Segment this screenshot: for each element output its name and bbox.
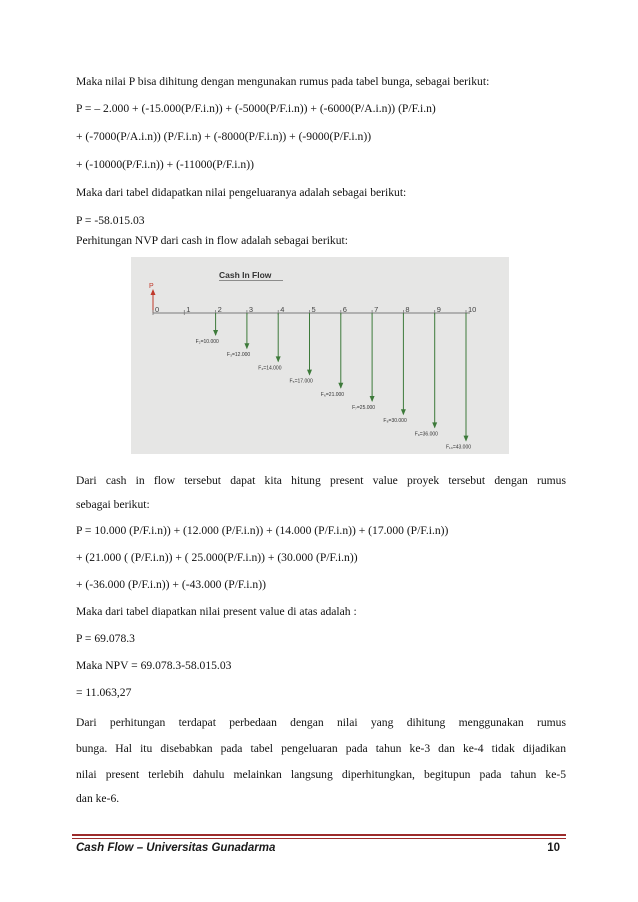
result-value: P = -58.015.03 — [76, 214, 145, 227]
flow-arrow-head — [338, 383, 343, 389]
formula-line-1: P = – 2.000 + (-15.000(P/F.i.n)) + (-5000(P/F.i.n)) + (-6000(P/A.i.n)) (P/F.i.n) — [76, 102, 436, 115]
tick-label: 1 — [186, 305, 191, 314]
pv-formula-line-3: + (-36.000 (P/F.i.n)) + (-43.000 (P/F.i.n)) — [76, 578, 266, 591]
footer-divider-thin — [72, 838, 566, 839]
conclusion-line-2: bunga. Hal itu disebabkan pada tabel pengeluaran pada tahun ke-3 dan ke-4 tidak dijadikan — [76, 742, 566, 755]
page-number: 10 — [547, 842, 560, 854]
flow-arrow-head — [307, 370, 312, 376]
conclusion-line-3: nilai present terlebih dahulu melainkan langsung diperhitungkan, begitupun pada tahun ke-5 — [76, 768, 566, 781]
conclusion-line-4: dan ke-6. — [76, 792, 120, 805]
flow-label: F₃=12.000 — [226, 352, 251, 359]
flow-label: F₉=36.000 — [414, 431, 438, 438]
tick-label: 5 — [311, 305, 316, 314]
tick-label: 8 — [405, 305, 410, 314]
diagram-title: Cash In Flow — [219, 270, 272, 280]
flow-arrow-head — [276, 356, 281, 362]
paragraph-line-2: sebagai berikut: — [76, 498, 150, 511]
text-line-intro: Maka nilai P bisa dihitung dengan mengunakan rumus pada tabel bunga, sebagai berikut: — [76, 75, 490, 88]
formula-line-3: + (-10000(P/F.i.n)) + (-11000(P/F.i.n)) — [76, 158, 254, 171]
pv-value: P = 69.078.3 — [76, 632, 135, 645]
pv-formula-line-1: P = 10.000 (P/F.i.n)) + (12.000 (P/F.i.n)) + (14.000 (P/F.i.n)) + (17.000 (P/F.i.n)) — [76, 524, 449, 537]
tick-label: 6 — [342, 305, 347, 314]
tick-label: 10 — [468, 305, 477, 314]
tick-label: 7 — [374, 305, 379, 314]
flow-label: F₆=21.000 — [320, 391, 345, 398]
npv-line: Maka NPV = 69.078.3-58.015.03 — [76, 659, 232, 672]
flow-arrow-head — [401, 409, 406, 415]
flow-arrow-head — [244, 343, 249, 349]
p-label: P — [149, 283, 154, 290]
paragraph-line-1: Dari cash in flow tersebut dapat kita hitung present value proyek tersebut dengan rumus — [76, 474, 566, 487]
formula-line-2: + (-7000(P/A.i.n)) (P/F.i.n) + (-8000(P/F.i.n)) + (-9000(P/F.i.n)) — [76, 130, 372, 143]
flow-label: F₈=30.000 — [383, 418, 407, 425]
tick-label: 4 — [280, 305, 285, 314]
flow-label: F₂=10.000 — [195, 339, 219, 345]
npv-value: = 11.063,27 — [76, 686, 132, 699]
text-line-pv-intro: Maka dari tabel diapatkan nilai present value di atas adalah : — [76, 605, 357, 618]
footer-title: Cash Flow – Universitas Gunadarma — [76, 842, 276, 854]
flow-label: F₇=25.000 — [352, 405, 376, 411]
text-line-npv-intro: Perhitungan NVP dari cash in flow adalah sebagai berikut: — [76, 234, 348, 247]
tick-label: 0 — [155, 305, 160, 314]
flow-arrow-head — [432, 422, 437, 428]
tick-label: 9 — [436, 305, 441, 314]
footer-divider — [72, 834, 566, 836]
flow-label: F₁₀=43.000 — [446, 444, 472, 451]
tick-label: 3 — [248, 305, 254, 314]
flow-arrow-head — [464, 436, 469, 442]
flow-label: F₄=14.000 — [258, 365, 282, 372]
conclusion-line-1: Dari perhitungan terdapat perbedaan dengan nilai yang dihitung menggunakan rumus — [76, 716, 566, 729]
cash-flow-svg — [131, 257, 509, 454]
flow-label: F₅=17.000 — [289, 378, 313, 385]
flow-arrow-head — [370, 396, 375, 402]
text-line-result-intro: Maka dari tabel didapatkan nilai pengeluaranya adalah sebagai berikut: — [76, 186, 407, 199]
tick-label: 2 — [217, 305, 222, 314]
cash-in-flow-diagram — [131, 257, 509, 454]
pv-formula-line-2: + (21.000 ( (P/F.i.n)) + ( 25.000(P/F.i.n)) + (30.000 (P/F.i.n)) — [76, 551, 358, 564]
flow-arrow-head — [213, 330, 218, 336]
